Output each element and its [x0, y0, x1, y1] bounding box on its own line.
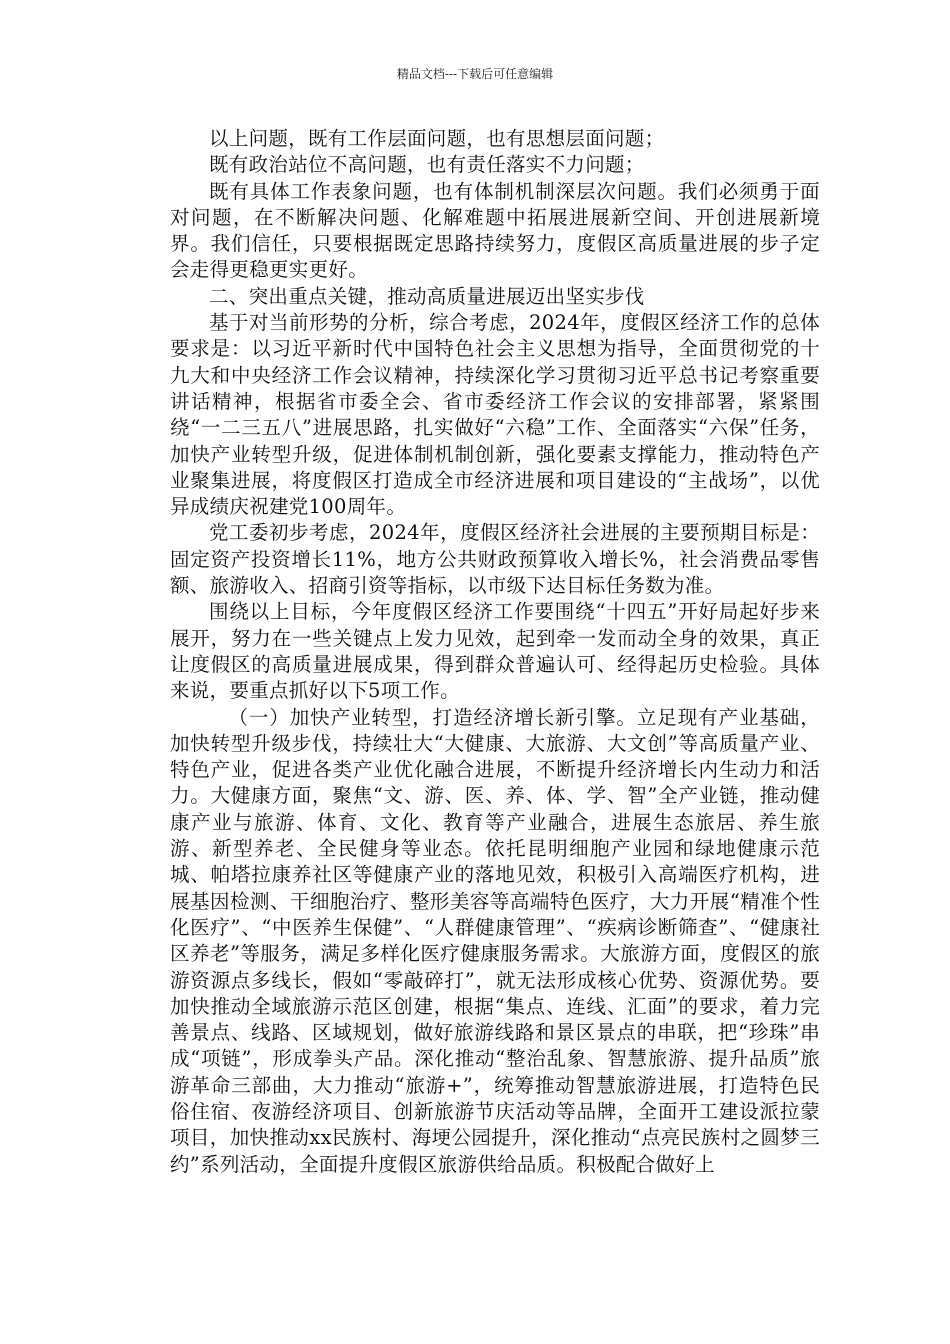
- section-heading: 二、突出重点关键，推动高质量进展迈出坚实步伐: [209, 284, 645, 308]
- paragraph: 既有政治站位不高问题，也有责任落实不力问题；: [209, 153, 645, 177]
- paragraph: 基于对当前形势的分析，综合考虑，2024年，度假区经济工作的总体要求是：以习近平新时代中国特色社会主义思想为指导，全面贯彻党的十九大和中央经济工作会议精神，持续深化学习贯彻习近平总书记考察重要讲话精神，根据省市委全会、省市委经济工作会议的安排部署，紧紧围绕“一二三五八”进展思路，扎实做好“六稳”工作、全面落实“六保”任务，加快产业转型升级，促进体制机制创新，强化要素支撑能力，推动特色产业聚集进展，将度假区打造成全市经济进展和项目建设的“主战场”，以优异成绩庆祝建党100周年。: [170, 311, 820, 519]
- paragraph: 以上问题，既有工作层面问题，也有思想层面问题；: [209, 127, 665, 150]
- subsection-paragraph: （一）加快产业转型，打造经济增长新引擎。立足现有产业基础，加快转型升级步伐，持续壮大“大健康、大旅游、大文创”等高质量产业、特色产业，促进各类产业优化融合进展，不断提升经济增长内生动力和活力。大健康方面，聚焦“文、游、医、养、体、学、智”全产业链，推动健康产业与旅游、体育、文化、教育等产业融合，进展生态旅居、养生旅游、新型养老、全民健身等业态。依托昆明细胞产业园和绿地健康示范城、帕塔拉康养社区等健康产业的落地见效，积极引入高端医疗机构，进展基因检测、干细胞治疗、整形美容等高端特色医疗，大力开展“精准个性化医疗”、“中医养生保健”、“人群健康管理”、“疾病诊断筛查”、“健康社区养老”等服务，满足多样化医疗健康服务需求。大旅游方面，度假区的旅游资源点多线长，假如“零敲碎打”，就无法形成核心优势、资源优势。要加快推动全域旅游示范区创建，根据“集点、连线、汇面”的要求，着力完善景点、线路、区域规划，做好旅游线路和景区景点的串联，把“珍珠”串成“项链”，形成拳头产品。深化推动“整治乱象、智慧旅游、提升品质”旅游革命三部曲，大力推动“旅游+”，统筹推动智慧旅游进展，打造特色民俗住宿、夜游经济项目、创新旅游节庆活动等品牌，全面开工建设派拉蒙项目，加快推动xx民族村、海埂公园提升，深化推动“点亮民族村之圆梦三约”系列活动，全面提升度假区旅游供给品质。积极配合做好上: [170, 705, 820, 1176]
- paragraph: 围绕以上目标，今年度假区经济工作要围绕“十四五”开好局起好步来展开，努力在一些关键点上发力见效，起到牵一发而动全身的效果，真正让度假区的高质量进展成果，得到群众普遍认可、经得起历史检验。具体来说，要重点抓好以下5项工作。: [170, 600, 820, 703]
- page-header: 精品文档---下载后可任意编辑: [396, 67, 554, 81]
- document-body: [170, 126, 820, 1178]
- paragraph: 既有具体工作表象问题，也有体制机制深层次问题。我们必须勇于面对问题，在不断解决问题、化解难题中拓展进展新空间、开创进展新境界。我们信任，只要根据既定思路持续努力，度假区高质量进展的步子定会走得更稳更实更好。: [170, 179, 820, 282]
- paragraph: 党工委初步考虑，2024年，度假区经济社会进展的主要预期目标是：固定资产投资增长11%，地方公共财政预算收入增长%，社会消费品零售额、旅游收入、招商引资等指标，以市级下达目标任务数为准。: [170, 521, 820, 598]
